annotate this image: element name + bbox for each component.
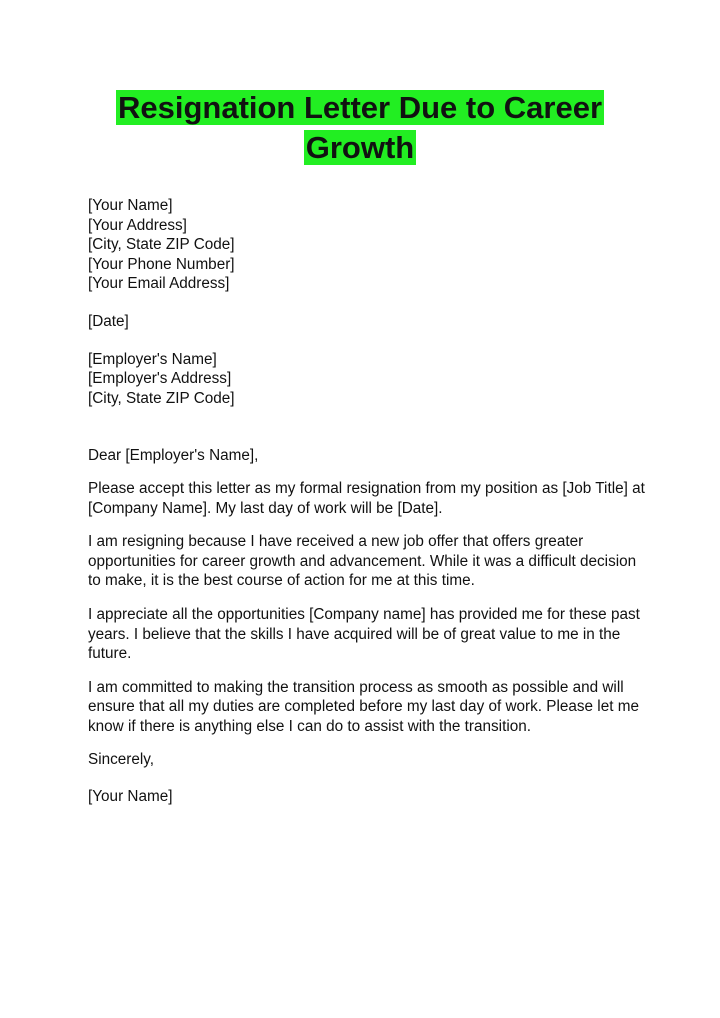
letter-date: [Date]	[88, 312, 129, 330]
salutation: Dear [Employer's Name],	[88, 447, 259, 465]
signature: [Your Name]	[88, 788, 173, 806]
sender-block	[88, 196, 632, 294]
body-paragraph-4: I am committed to making the transition process as smooth as possible and will ensure that all my duties are completed before my last day of work. Please let me know if there is anything else I can do to assist with the transition.	[88, 678, 639, 735]
sender-address: [Your Address]	[88, 216, 187, 234]
page-title	[88, 88, 632, 168]
recipient-block	[88, 350, 632, 409]
letter-date-block	[88, 312, 632, 332]
sender-email: [Your Email Address]	[88, 275, 230, 293]
recipient-name: [Employer's Name]	[88, 350, 217, 368]
sender-phone: [Your Phone Number]	[88, 255, 235, 273]
body-paragraph-2: I am resigning because I have received a new job offer that offers greater opportunities for career growth and advancement. While it was a difficult decision to make, it is the best course of action for me at this time.	[88, 533, 637, 590]
sender-name: [Your Name]	[88, 197, 173, 214]
recipient-city: [City, State ZIP Code]	[88, 389, 235, 407]
closing: Sincerely,	[88, 751, 155, 769]
title-highlight: Resignation Letter Due to Career Growth	[117, 90, 603, 165]
body-paragraph-1: Please accept this letter as my formal resignation from my position as [Job Title] at [Company Name]. My last day of work will be [Date].	[88, 479, 645, 517]
sender-city: [City, State ZIP Code]	[88, 236, 235, 254]
recipient-address: [Employer's Address]	[88, 370, 232, 388]
body-paragraph-3: I appreciate all the opportunities [Company name] has provided me for these past years. I believe that the skills I have acquired will be of great value to me in the future.	[88, 605, 640, 663]
